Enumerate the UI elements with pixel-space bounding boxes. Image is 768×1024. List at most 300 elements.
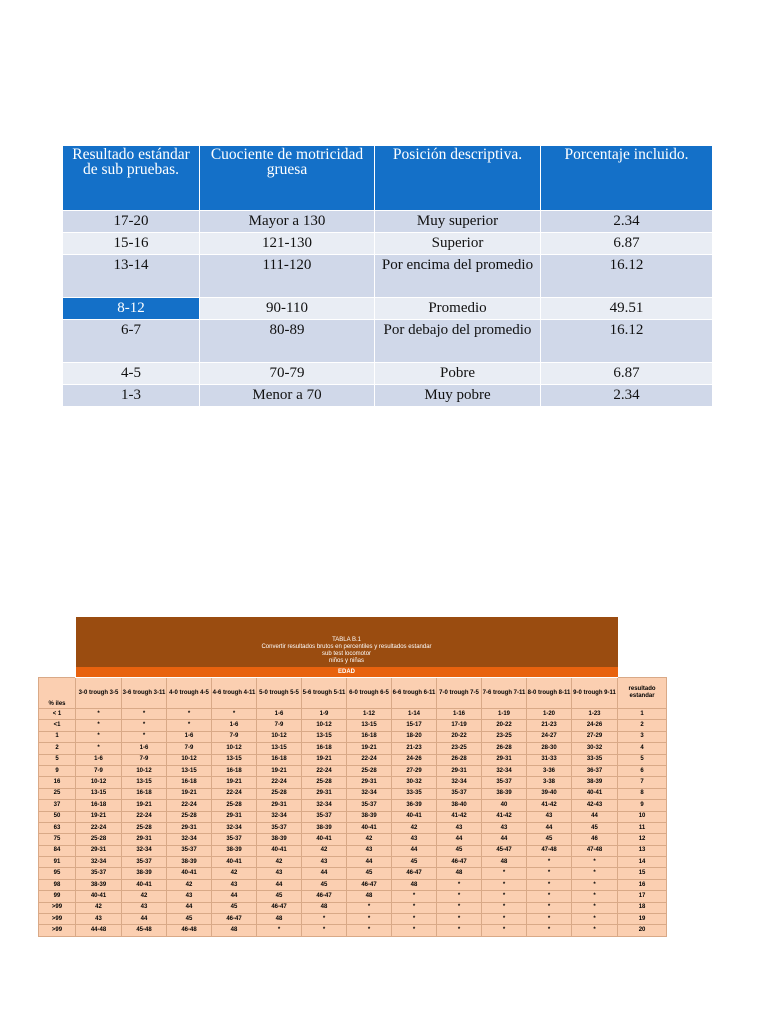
raw-score-cell: * [572,902,618,913]
percentile-cell: 2 [39,743,76,754]
raw-score-cell: 48 [392,879,437,890]
raw-score-cell: 19-21 [76,811,122,822]
percentage-cell: 16.12 [541,320,713,363]
raw-score-cell: 25-28 [257,788,302,799]
raw-score-cell: 29-31 [76,845,122,856]
standard-score-cell: 16 [618,879,667,890]
age-column-header: 9-0 trough 9-11 [572,678,618,709]
raw-score-cell: * [76,720,122,731]
raw-score-cell: * [482,902,527,913]
raw-score-cell: 13-15 [347,720,392,731]
raw-score-cell: 47-48 [572,845,618,856]
raw-score-cell: 24-26 [392,754,437,765]
raw-score-cell: * [437,879,482,890]
table-title [76,617,618,667]
raw-score-cell: 42 [302,845,347,856]
raw-score-cell: 25-28 [347,765,392,776]
raw-score-cell: * [76,743,122,754]
raw-score-cell: * [572,868,618,879]
raw-score-cell: 1-16 [437,709,482,720]
raw-score-cell: * [437,925,482,936]
standard-score-cell: 18 [618,902,667,913]
raw-score-cell: 40-41 [347,822,392,833]
raw-score-cell: 42-43 [572,800,618,811]
raw-score-cell: 32-34 [347,788,392,799]
raw-score-cell: 1-14 [392,709,437,720]
age-column-header: 5-6 trough 5-11 [302,678,347,709]
raw-score-cell: 38-39 [167,857,212,868]
raw-score-cell: 19-21 [122,800,167,811]
raw-score-cell: 22-24 [76,822,122,833]
raw-score-cell: 22-24 [302,765,347,776]
age-column-header: 6-6 trough 6-11 [392,678,437,709]
raw-score-cell: 38-39 [212,845,257,856]
raw-score-cell: 32-34 [122,845,167,856]
raw-score-cell: 43 [302,857,347,868]
raw-score-cell: 43 [482,822,527,833]
percentile-cell: 9 [39,765,76,776]
raw-score-cell: 16-18 [76,800,122,811]
raw-score-cell: 38-40 [437,800,482,811]
motor-quotient-table [62,145,713,407]
raw-score-cell: 1-9 [302,709,347,720]
position-cell: Pobre [375,363,541,385]
raw-score-cell: 35-37 [122,857,167,868]
percentile-cell: 63 [39,822,76,833]
table-row [63,298,713,320]
standard-score-cell: 1-3 [63,385,200,407]
raw-score-cell: 40-41 [302,834,347,845]
raw-score-cell: 25-28 [122,822,167,833]
raw-score-cell: 1-19 [482,709,527,720]
raw-score-cell: 32-34 [212,822,257,833]
standard-score-cell: 5 [618,754,667,765]
quotient-cell: 90-110 [200,298,375,320]
table-row [39,834,667,845]
raw-score-cell: 7-9 [76,765,122,776]
raw-score-cell: * [257,925,302,936]
raw-score-cell: 42 [122,891,167,902]
percentile-cell: 16 [39,777,76,788]
raw-score-cell: 44 [572,811,618,822]
raw-score-cell: 45 [347,868,392,879]
blank-cell [618,617,667,667]
raw-score-cell: 22-24 [212,788,257,799]
standard-score-cell: 17-20 [63,211,200,233]
raw-score-cell: 7-9 [122,754,167,765]
raw-score-cell: * [527,914,572,925]
raw-score-cell: 43 [76,914,122,925]
table-row [39,743,667,754]
raw-score-cell: 18-20 [392,731,437,742]
raw-score-cell: * [482,879,527,890]
raw-score-cell: 26-28 [482,743,527,754]
raw-score-cell: 32-34 [76,857,122,868]
raw-score-cell: 23-25 [437,743,482,754]
raw-score-cell: * [347,902,392,913]
raw-score-cell: 10-12 [76,777,122,788]
standard-score-cell-highlighted: 8-12 [63,298,200,320]
raw-score-cell: * [527,902,572,913]
standard-score-cell: 3 [618,731,667,742]
raw-score-cell: 40-41 [76,891,122,902]
raw-score-cell: 43 [527,811,572,822]
raw-score-cell: 29-31 [212,811,257,822]
raw-score-cell: 3-38 [527,777,572,788]
raw-score-cell: 25-28 [302,777,347,788]
table-row [39,811,667,822]
header-standard-score: Resultado estándar de sub pruebas. [63,146,200,211]
table-row [39,857,667,868]
percentile-cell: >99 [39,902,76,913]
raw-score-cell: 44 [527,822,572,833]
raw-score-cell: 48 [212,925,257,936]
raw-score-cell: 43 [257,868,302,879]
raw-score-cell: 46-47 [392,868,437,879]
percentile-cell: 5 [39,754,76,765]
raw-score-cell: 38-39 [572,777,618,788]
raw-score-cell: 29-31 [347,777,392,788]
age-column-header: 4-6 trough 4-11 [212,678,257,709]
raw-score-cell: 27-29 [572,731,618,742]
raw-score-cell: * [527,868,572,879]
raw-score-cell: 40-41 [572,788,618,799]
raw-score-cell: 39-40 [527,788,572,799]
raw-score-cell: 1-20 [527,709,572,720]
raw-score-cell: 13-15 [122,777,167,788]
raw-score-cell: 1-6 [167,731,212,742]
raw-score-cell: 21-23 [527,720,572,731]
percentile-cell: >99 [39,914,76,925]
raw-score-cell: 42 [347,834,392,845]
raw-score-cell: 22-24 [347,754,392,765]
raw-score-cell: 44 [122,914,167,925]
standard-score-cell: 15-16 [63,233,200,255]
raw-score-cell: 10-12 [302,720,347,731]
raw-score-cell: 46 [572,834,618,845]
raw-score-cell: * [167,720,212,731]
percentile-conversion-table [38,617,667,937]
raw-score-cell: 38-39 [122,868,167,879]
raw-score-cell: 32-34 [482,765,527,776]
raw-score-cell: 15-17 [392,720,437,731]
raw-score-cell: 7-9 [167,743,212,754]
percentile-cell: 37 [39,800,76,811]
raw-score-cell: 35-37 [347,800,392,811]
raw-score-cell: * [302,925,347,936]
table-header-row [63,146,713,211]
percentile-cell: <1 [39,720,76,731]
raw-score-cell: 44 [167,902,212,913]
raw-score-cell: 19-21 [347,743,392,754]
raw-score-cell: * [572,891,618,902]
raw-score-cell: 48 [482,857,527,868]
raw-score-cell: 1-6 [212,720,257,731]
percentage-cell: 49.51 [541,298,713,320]
raw-score-cell: 38-39 [257,834,302,845]
table-row [39,754,667,765]
header-gross-motor-quotient: Cuociente de motricidad gruesa [200,146,375,211]
raw-score-cell: 26-28 [437,754,482,765]
raw-score-cell: 3-36 [527,765,572,776]
standard-score-cell: 17 [618,891,667,902]
raw-score-cell: 20-22 [482,720,527,731]
raw-score-cell: 13-15 [76,788,122,799]
raw-score-cell: 7-9 [257,720,302,731]
raw-score-cell: * [527,857,572,868]
raw-score-cell: 35-37 [437,788,482,799]
table-row [39,765,667,776]
table-row [39,822,667,833]
raw-score-cell: 32-34 [257,811,302,822]
quotient-cell: 121-130 [200,233,375,255]
raw-score-cell: 44 [302,868,347,879]
raw-score-cell: 1-12 [347,709,392,720]
percentile-cell: 1 [39,731,76,742]
raw-score-cell: 23-25 [482,731,527,742]
raw-score-cell: 22-24 [257,777,302,788]
position-cell: Por debajo del promedio [375,320,541,363]
raw-score-cell: 45 [392,857,437,868]
table-row [39,788,667,799]
raw-score-cell: * [572,914,618,925]
quotient-cell: 111-120 [200,255,375,298]
table-row [63,211,713,233]
raw-score-cell: 48 [257,914,302,925]
percentage-cell: 6.87 [541,233,713,255]
standard-score-cell: 20 [618,925,667,936]
quotient-cell: 70-79 [200,363,375,385]
raw-score-cell: 42 [257,857,302,868]
position-cell: Superior [375,233,541,255]
percentile-cell: 99 [39,891,76,902]
age-column-header: 3-0 trough 3-5 [76,678,122,709]
blank-cell [39,617,76,667]
raw-score-cell: 16-18 [302,743,347,754]
raw-score-cell: 10-12 [212,743,257,754]
standard-score-cell: 8 [618,788,667,799]
standard-score-cell: 14 [618,857,667,868]
age-column-header: 4-0 trough 4-5 [167,678,212,709]
blank-cell [618,667,667,678]
percentage-cell: 2.34 [541,211,713,233]
raw-score-cell: 45-48 [122,925,167,936]
raw-score-cell: 46-47 [257,902,302,913]
raw-score-cell: * [347,914,392,925]
standard-score-header: resultado estandar [618,678,667,709]
raw-score-cell: * [347,925,392,936]
raw-score-cell: 43 [437,822,482,833]
raw-score-cell: 10-12 [167,754,212,765]
table-row [39,868,667,879]
raw-score-cell: 40-41 [167,868,212,879]
standard-score-cell: 9 [618,800,667,811]
raw-score-cell: 41-42 [527,800,572,811]
raw-score-cell: 35-37 [212,834,257,845]
percentage-cell: 6.87 [541,363,713,385]
table-row [63,255,713,298]
raw-score-cell: 45-47 [482,845,527,856]
raw-score-cell: 16-18 [122,788,167,799]
table-row [39,891,667,902]
raw-score-cell: 29-31 [257,800,302,811]
standard-score-cell: 4 [618,743,667,754]
raw-score-cell: 19-21 [212,777,257,788]
raw-score-cell: * [482,891,527,902]
raw-score-cell: 41-42 [482,811,527,822]
header-descriptive-position: Posición descriptiva. [375,146,541,211]
percentile-cell: 50 [39,811,76,822]
raw-score-cell: * [572,925,618,936]
raw-score-cell: * [527,925,572,936]
raw-score-cell: * [167,709,212,720]
age-column-header: 3-6 trough 3-11 [122,678,167,709]
raw-score-cell: 33-35 [572,754,618,765]
raw-score-cell: 46-47 [437,857,482,868]
raw-score-cell: 45 [212,902,257,913]
table-row [63,233,713,255]
raw-score-cell: * [572,879,618,890]
raw-score-cell: 45 [302,879,347,890]
raw-score-cell: 1-6 [122,743,167,754]
raw-score-cell: * [122,720,167,731]
title-line: sub test locomotor [322,651,372,657]
raw-score-cell: 13-15 [257,743,302,754]
blank-cell [39,667,76,678]
raw-score-cell: 42 [392,822,437,833]
raw-score-cell: 19-21 [302,754,347,765]
title-line: TABLA B.1 [332,637,361,643]
raw-score-cell: 45 [527,834,572,845]
percentile-cell: 84 [39,845,76,856]
raw-score-cell: 48 [437,868,482,879]
raw-score-cell: 27-29 [392,765,437,776]
raw-score-cell: 43 [392,834,437,845]
raw-score-cell: 44 [437,834,482,845]
raw-score-cell: 44 [482,834,527,845]
column-header-row [39,678,667,709]
raw-score-cell: 36-39 [392,800,437,811]
raw-score-cell: 29-31 [437,765,482,776]
percentage-cell: 2.34 [541,385,713,407]
percentile-cell: 95 [39,868,76,879]
raw-score-cell: 25-28 [167,811,212,822]
raw-score-cell: 32-34 [437,777,482,788]
raw-score-cell: 45 [437,845,482,856]
raw-score-cell: 29-31 [302,788,347,799]
raw-score-cell: * [527,891,572,902]
raw-score-cell: 40-41 [392,811,437,822]
raw-score-cell: 45 [572,822,618,833]
raw-score-cell: 32-34 [167,834,212,845]
raw-score-cell: 42 [167,879,212,890]
standard-score-cell: 13 [618,845,667,856]
raw-score-cell: 38-39 [76,879,122,890]
table-row [39,709,667,720]
raw-score-cell: * [212,709,257,720]
raw-score-cell: 35-37 [302,811,347,822]
age-column-header: 7-0 trough 7-5 [437,678,482,709]
raw-score-cell: 1-23 [572,709,618,720]
standard-score-cell: 2 [618,720,667,731]
raw-score-cell: 22-24 [122,811,167,822]
raw-score-cell: 46-48 [167,925,212,936]
raw-score-cell: 41-42 [437,811,482,822]
raw-score-cell: 32-34 [302,800,347,811]
raw-score-cell: 38-39 [347,811,392,822]
raw-score-cell: 47-48 [527,845,572,856]
standard-score-cell: 13-14 [63,255,200,298]
raw-score-cell: * [302,914,347,925]
raw-score-cell: 29-31 [482,754,527,765]
raw-score-cell: 40 [482,800,527,811]
raw-score-cell: 16-18 [347,731,392,742]
raw-score-cell: * [437,891,482,902]
raw-score-cell: 46-47 [212,914,257,925]
raw-score-cell: 1-6 [76,754,122,765]
raw-score-cell: 44 [392,845,437,856]
raw-score-cell: 46-47 [302,891,347,902]
standard-score-cell: 7 [618,777,667,788]
raw-score-cell: 10-12 [122,765,167,776]
raw-score-cell: * [76,731,122,742]
raw-score-cell: * [392,891,437,902]
raw-score-cell: 25-28 [76,834,122,845]
raw-score-cell: 22-24 [167,800,212,811]
quotient-cell: Mayor a 130 [200,211,375,233]
raw-score-cell: 46-47 [347,879,392,890]
raw-score-cell: 13-15 [302,731,347,742]
age-group-header: EDAD [76,667,618,678]
raw-score-cell: 35-37 [257,822,302,833]
raw-score-cell: 40-41 [122,879,167,890]
age-column-header: 6-0 trough 6-5 [347,678,392,709]
raw-score-cell: 44-48 [76,925,122,936]
raw-score-cell: 21-23 [392,743,437,754]
raw-score-cell: 13-15 [167,765,212,776]
standard-score-cell: 1 [618,709,667,720]
raw-score-cell: * [437,902,482,913]
percentile-header: % iles [39,678,76,709]
percentile-cell: 91 [39,857,76,868]
raw-score-cell: 48 [347,891,392,902]
standard-score-cell: 19 [618,914,667,925]
standard-score-cell: 15 [618,868,667,879]
percentile-cell: < 1 [39,709,76,720]
raw-score-cell: 24-27 [527,731,572,742]
raw-score-cell: 7-9 [212,731,257,742]
table-row [39,925,667,936]
table-row [39,879,667,890]
header-percentage-included: Porcentaje incluido. [541,146,713,211]
raw-score-cell: 29-31 [167,822,212,833]
raw-score-cell: * [482,914,527,925]
raw-score-cell: 30-32 [572,743,618,754]
raw-score-cell: * [76,709,122,720]
raw-score-cell: * [437,914,482,925]
raw-score-cell: 44 [347,857,392,868]
percentile-cell: >99 [39,925,76,936]
standard-score-cell: 4-5 [63,363,200,385]
age-column-header: 5-0 trough 5-5 [257,678,302,709]
standard-score-cell: 6-7 [63,320,200,363]
raw-score-cell: 25-28 [212,800,257,811]
raw-score-cell: 19-21 [167,788,212,799]
percentile-cell: 25 [39,788,76,799]
raw-score-cell: 38-39 [482,788,527,799]
table-row [63,363,713,385]
raw-score-cell: * [392,925,437,936]
